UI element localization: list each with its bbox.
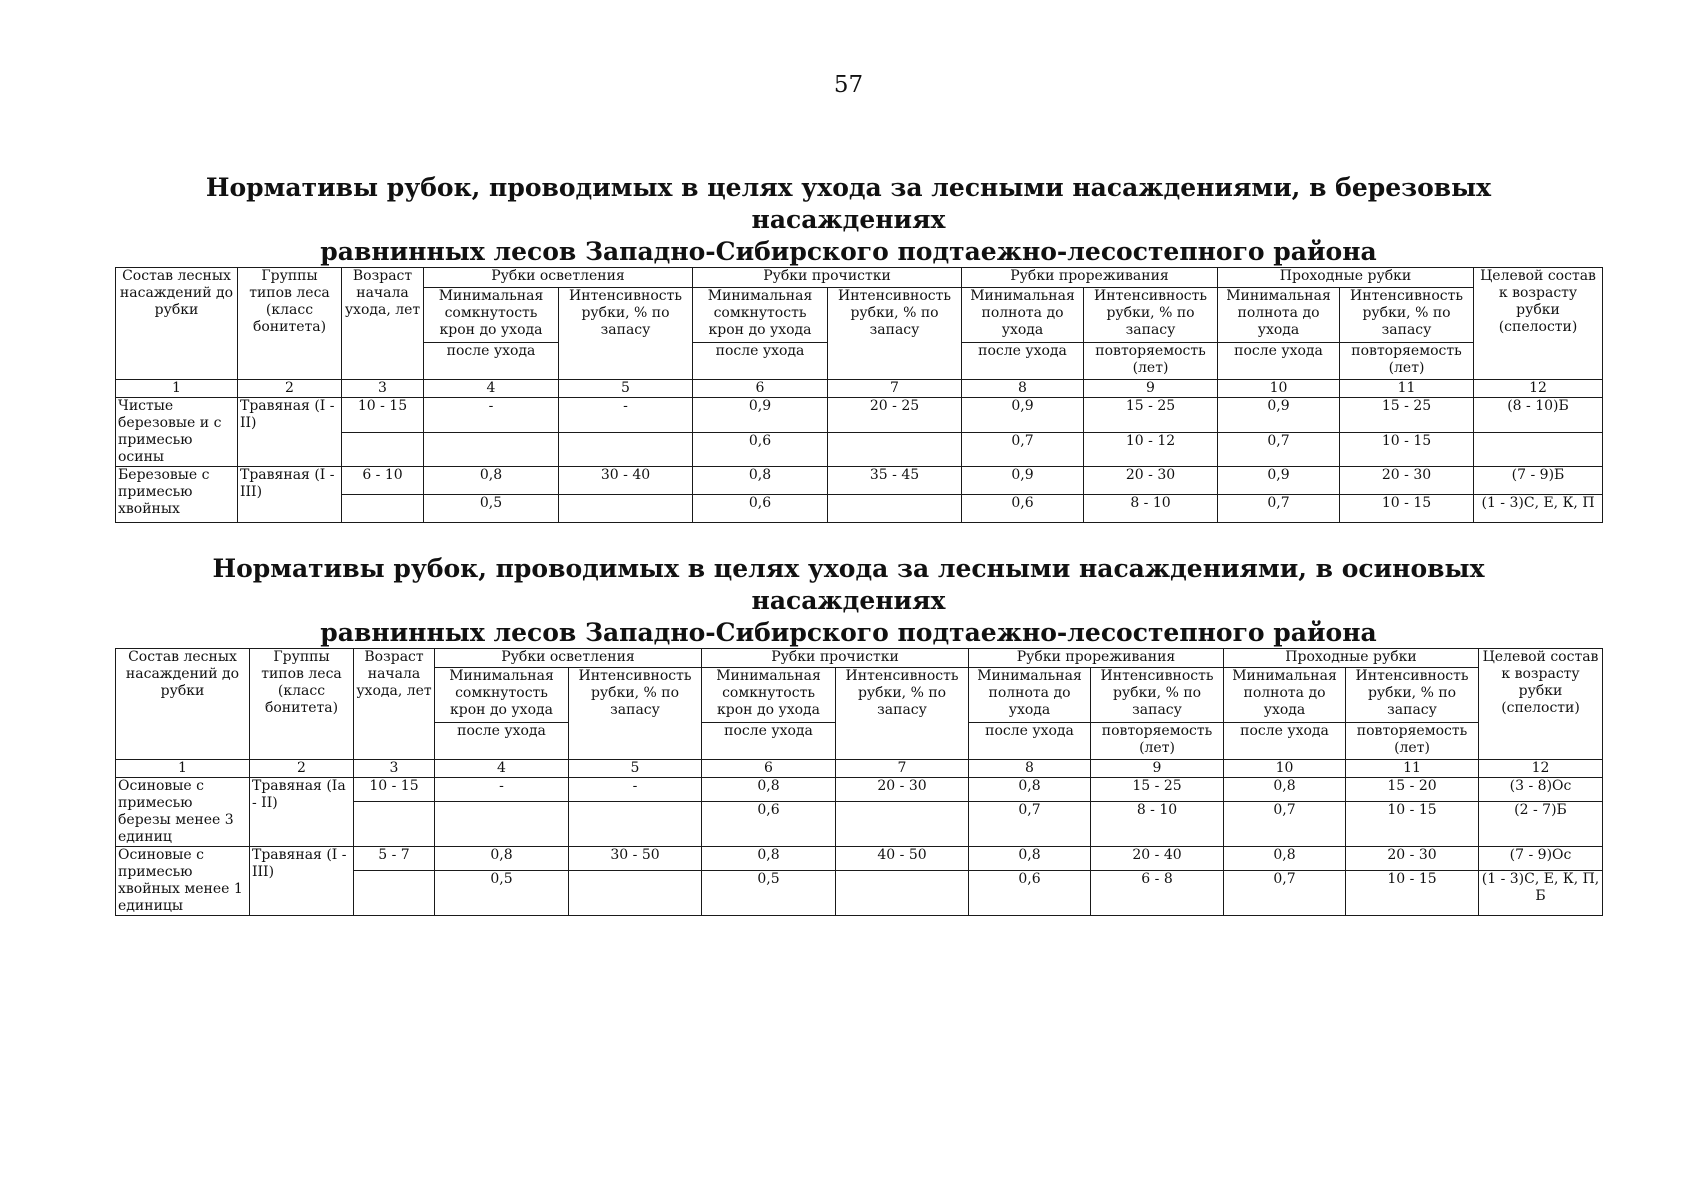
forest-type-cell: Травяная (I - III) [238,467,342,523]
column-number: 6 [693,380,828,398]
column-number: 4 [435,760,569,778]
column-number: 10 [1218,380,1340,398]
header-passage: Проходные рубки [1224,649,1479,668]
header-min-crown: Минимальная сомкнутость крон до ухода [702,668,836,723]
value-cell: 0,7 [969,801,1091,846]
value-cell: 20 - 40 [1091,847,1224,871]
header-forest-types: Группы типов леса (класс бонитета) [250,649,354,760]
value-cell: 35 - 45 [828,467,962,495]
target-cell: (8 - 10)Б [1474,398,1603,433]
header-min-crown: Минимальная сомкнутость крон до ухода [424,288,559,343]
value-cell: 0,9 [1218,398,1340,433]
value-cell: 15 - 25 [1340,398,1474,433]
value-cell: 0,8 [693,467,828,495]
header-min-density: Минимальная полнота до ухода [1224,668,1346,723]
header-min-crown: Минимальная сомкнутость крон до ухода [693,288,828,343]
value-cell: 8 - 10 [1084,495,1218,523]
column-number: 8 [962,380,1084,398]
value-cell: 0,8 [435,847,569,871]
header-intensity: Интенсивность рубки, % по запасу [1084,288,1218,343]
value-cell: 20 - 30 [836,778,969,802]
value-cell: 0,8 [424,467,559,495]
column-number: 9 [1084,380,1218,398]
value-cell: 0,9 [693,398,828,433]
composition-cell: Осиновые с примесью березы менее 3 единиц [116,778,250,847]
table-row [116,398,1603,433]
column-number: 8 [969,760,1091,778]
value-cell: 10 - 15 [1346,870,1479,915]
value-cell: - [559,398,693,433]
value-cell: 30 - 50 [569,847,702,871]
value-cell: 15 - 25 [1091,778,1224,802]
header-cleaning: Рубки прочистки [702,649,969,668]
header-thinning: Рубки прореживания [969,649,1224,668]
value-cell [559,495,693,523]
header-repeat: повторяемость (лет) [1084,343,1218,380]
column-number: 3 [342,380,424,398]
value-cell: 8 - 10 [1091,801,1224,846]
header-intensity: Интенсивность рубки, % по запасу [569,668,702,760]
value-cell [836,801,969,846]
header-composition: Состав лесных насаждений до рубки [116,268,238,380]
empty-cell [342,432,424,467]
column-number: 6 [702,760,836,778]
column-number: 3 [354,760,435,778]
table-row [116,778,1603,802]
target-cell: (3 - 8)Ос [1479,778,1603,802]
table-row [116,847,1603,871]
value-cell: 10 - 12 [1084,432,1218,467]
start-age-cell: 6 - 10 [342,467,424,495]
column-number: 12 [1474,380,1603,398]
value-cell: 0,9 [1218,467,1340,495]
value-cell: - [424,398,559,433]
column-number: 9 [1091,760,1224,778]
header-thinning: Рубки прореживания [962,268,1218,288]
value-cell: 20 - 30 [1346,847,1479,871]
composition-cell: Березовые с примесью хвойных [116,467,238,523]
value-cell: 0,5 [424,495,559,523]
header-after: после ухода [435,723,569,760]
header-start-age: Возраст начала ухода, лет [342,268,424,380]
value-cell: 15 - 25 [1084,398,1218,433]
header-min-crown: Минимальная сомкнутость крон до ухода [435,668,569,723]
value-cell: 6 - 8 [1091,870,1224,915]
forest-type-cell: Травяная (I - II) [238,398,342,467]
header-intensity: Интенсивность рубки, % по запасу [559,288,693,380]
value-cell: 0,6 [962,495,1084,523]
value-cell: - [435,778,569,802]
value-cell: 40 - 50 [836,847,969,871]
column-number: 11 [1346,760,1479,778]
value-cell: 0,8 [969,778,1091,802]
column-number: 7 [836,760,969,778]
value-cell [569,801,702,846]
table2-title [150,553,1547,649]
header-start-age: Возраст начала ухода, лет [354,649,435,760]
value-cell: 0,8 [1224,847,1346,871]
header-intensity: Интенсивность рубки, % по запасу [828,288,962,380]
column-number: 1 [116,380,238,398]
value-cell [828,495,962,523]
value-cell [828,432,962,467]
value-cell: 0,6 [693,432,828,467]
column-number: 2 [238,380,342,398]
value-cell: 20 - 30 [1340,467,1474,495]
value-cell: 0,6 [693,495,828,523]
empty-cell [342,495,424,523]
value-cell: 0,8 [969,847,1091,871]
value-cell: 20 - 30 [1084,467,1218,495]
header-repeat: повторяемость (лет) [1091,723,1224,760]
target-cell: (7 - 9)Б [1474,467,1603,495]
header-after: после ухода [693,343,828,380]
column-number: 7 [828,380,962,398]
value-cell: 30 - 40 [559,467,693,495]
value-cell: 15 - 20 [1346,778,1479,802]
forest-type-cell: Травяная (Ia - II) [250,778,354,847]
empty-cell [354,801,435,846]
column-number: 5 [559,380,693,398]
header-after: после ухода [424,343,559,380]
value-cell: 0,9 [962,467,1084,495]
column-number: 2 [250,760,354,778]
value-cell: 0,6 [969,870,1091,915]
header-target: Целевой состав к возрасту рубки (спелости) [1474,268,1603,380]
table1-title-line2: равнинных лесов Западно-Сибирского подтаежно-лесостепного района [320,237,1377,266]
column-number: 10 [1224,760,1346,778]
header-intensity: Интенсивность рубки, % по запасу [1340,288,1474,343]
header-composition: Состав лесных насаждений до рубки [116,649,250,760]
target-cell: (1 - 3)С, Е, К, П, Б [1479,870,1603,915]
header-forest-types: Группы типов леса (класс бонитета) [238,268,342,380]
column-number: 11 [1340,380,1474,398]
value-cell [435,801,569,846]
target-cell: (1 - 3)С, Е, К, П [1474,495,1603,523]
value-cell [836,870,969,915]
header-intensity: Интенсивность рубки, % по запасу [1346,668,1479,723]
column-number: 5 [569,760,702,778]
aspen-norms-table [115,648,1603,916]
value-cell: 0,8 [1224,778,1346,802]
page-number: 57 [833,72,864,98]
start-age-cell: 10 - 15 [342,398,424,433]
header-cleaning: Рубки прочистки [693,268,962,288]
target-cell: (7 - 9)Ос [1479,847,1603,871]
empty-cell [354,870,435,915]
header-min-density: Минимальная полнота до ухода [1218,288,1340,343]
value-cell: 0,6 [702,801,836,846]
value-cell: 0,9 [962,398,1084,433]
header-min-density: Минимальная полнота до ухода [962,288,1084,343]
target-cell: (2 - 7)Б [1479,801,1603,846]
value-cell [424,432,559,467]
table-row [116,467,1603,495]
value-cell: 0,7 [1218,495,1340,523]
header-after: после ухода [702,723,836,760]
value-cell: 0,5 [702,870,836,915]
start-age-cell: 10 - 15 [354,778,435,802]
target-cell [1474,432,1603,467]
value-cell: 10 - 15 [1340,495,1474,523]
forest-type-cell: Травяная (I - III) [250,847,354,916]
header-intensity: Интенсивность рубки, % по запасу [1091,668,1224,723]
value-cell: 0,8 [702,778,836,802]
composition-cell: Чистые березовые и с примесью осины [116,398,238,467]
value-cell: 20 - 25 [828,398,962,433]
value-cell: 0,7 [1218,432,1340,467]
header-after: после ухода [1218,343,1340,380]
table1-title-line1: Нормативы рубок, проводимых в целях ухода за лесными насаждениями, в березовых насаждениях [205,173,1492,234]
value-cell [559,432,693,467]
value-cell: 10 - 15 [1340,432,1474,467]
header-min-density: Минимальная полнота до ухода [969,668,1091,723]
value-cell: 0,7 [1224,870,1346,915]
header-intensity: Интенсивность рубки, % по запасу [836,668,969,760]
composition-cell: Осиновые с примесью хвойных менее 1 единицы [116,847,250,916]
column-number: 1 [116,760,250,778]
header-repeat: повторяемость (лет) [1346,723,1479,760]
header-lightening: Рубки осветления [435,649,702,668]
table2-title-line2: равнинных лесов Западно-Сибирского подтаежно-лесостепного района [320,618,1377,647]
header-after: после ухода [1224,723,1346,760]
value-cell [569,870,702,915]
value-cell: 10 - 15 [1346,801,1479,846]
start-age-cell: 5 - 7 [354,847,435,871]
value-cell: 0,8 [702,847,836,871]
column-number: 4 [424,380,559,398]
header-lightening: Рубки осветления [424,268,693,288]
table2-title-line1: Нормативы рубок, проводимых в целях ухода за лесными насаждениями, в осиновых насаждениях [212,554,1485,615]
header-target: Целевой состав к возрасту рубки (спелости) [1479,649,1603,760]
column-number: 12 [1479,760,1603,778]
value-cell: 0,7 [1224,801,1346,846]
header-after: после ухода [969,723,1091,760]
birch-norms-table [115,267,1603,523]
header-repeat: повторяемость (лет) [1340,343,1474,380]
value-cell: - [569,778,702,802]
header-passage: Проходные рубки [1218,268,1474,288]
value-cell: 0,7 [962,432,1084,467]
value-cell: 0,5 [435,870,569,915]
header-after: после ухода [962,343,1084,380]
table1-title [150,172,1547,268]
